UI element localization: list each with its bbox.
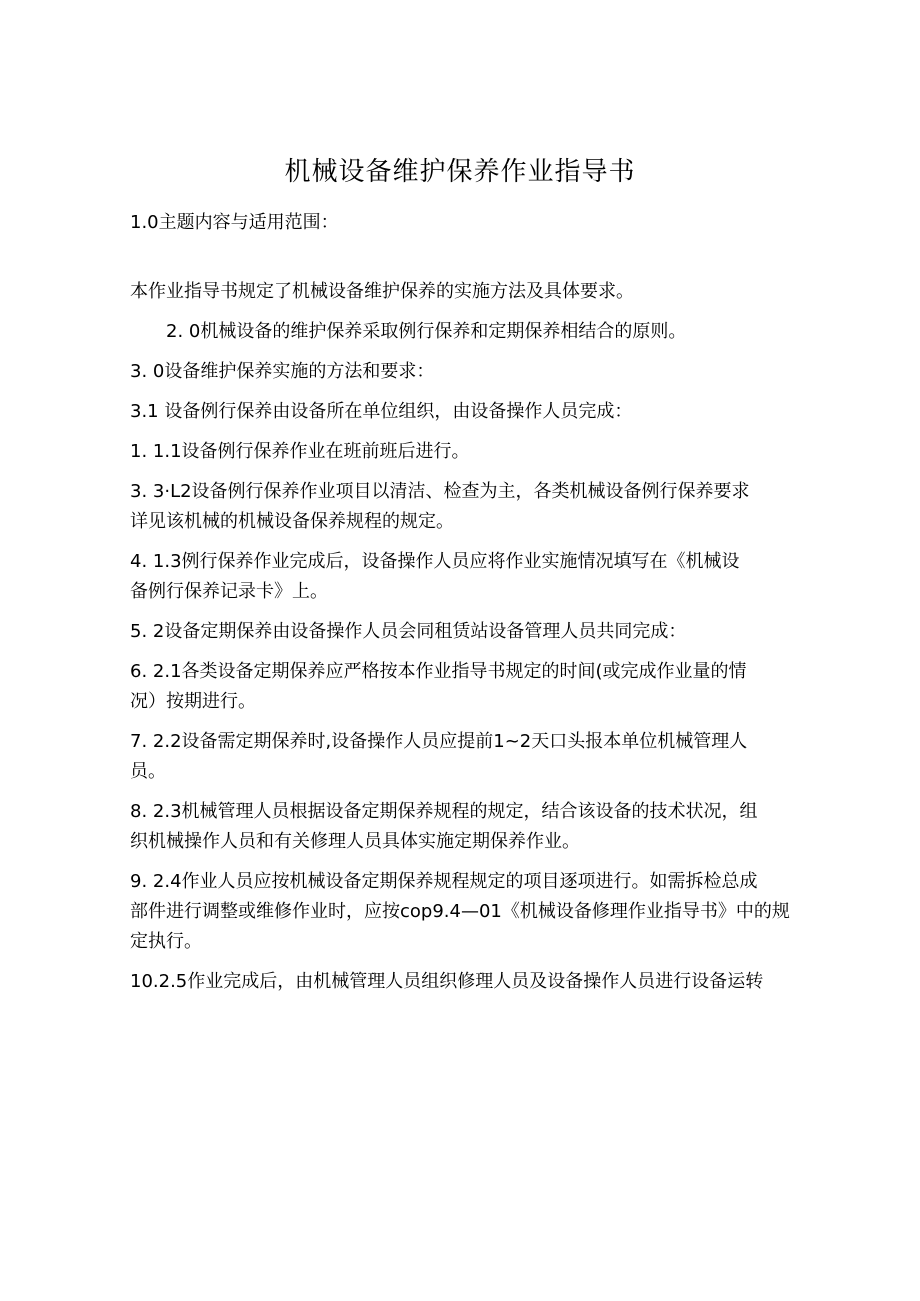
- paragraph-5-periodic-maintenance: 5. 2设备定期保养由设备操作人员会同租赁站设备管理人员共同完成：: [130, 621, 687, 642]
- paragraph-3-3-routine-items: [130, 477, 825, 537]
- paragraph-scope-description: 本作业指导书规定了机械设备维护保养的实施方法及具体要求。: [130, 281, 634, 302]
- paragraph-3-3-line-1: 3. 3·L2设备例行保养作业项目以清洁、检查为主，各类机械设备例行保养要求: [130, 481, 750, 502]
- paragraph-2-0-principle: 2. 0机械设备的维护保养采取例行保养和定期保养相结合的原则。: [166, 321, 687, 342]
- document-body: [130, 208, 825, 997]
- paragraph-8-line-2: 织机械操作人员和有关修理人员具体实施定期保养作业。: [130, 831, 580, 852]
- paragraph-9-line-2: 部件进行调整或维修作业时，应按cop9.4—01《机械设备修理作业指导书》中的规: [130, 901, 790, 922]
- paragraph-10-completion-testing: 10.2.5作业完成后，由机械管理人员组织修理人员及设备操作人员进行设备运转: [130, 971, 764, 992]
- paragraph-4-record-card: [130, 547, 825, 607]
- paragraph-3-1-routine-maintenance: 3.1 设备例行保养由设备所在单位组织，由设备操作人员完成：: [130, 401, 633, 422]
- paragraph-6-line-2: 况）按期进行。: [130, 691, 256, 712]
- paragraph-9-line-1: 9. 2.4作业人员应按机械设备定期保养规程规定的项目逐项进行。如需拆检总成: [130, 871, 758, 892]
- document-title: 机械设备维护保养作业指导书: [284, 157, 636, 187]
- paragraph-3-0-methods: 3. 0设备维护保养实施的方法和要求：: [130, 361, 435, 382]
- paragraph-1-1-1-routine-timing: 1. 1.1设备例行保养作业在班前班后进行。: [130, 441, 470, 462]
- paragraph-9-line-3: 定执行。: [130, 931, 202, 952]
- paragraph-3-3-line-2: 详见该机械的机械设备保养规程的规定。: [130, 511, 454, 532]
- paragraph-6-line-1: 6. 2.1各类设备定期保养应严格按本作业指导书规定的时间(或完成作业量的情: [130, 661, 747, 682]
- paragraph-4-line-1: 4. 1.3例行保养作业完成后，设备操作人员应将作业实施情况填写在《机械设: [130, 551, 740, 572]
- paragraph-8-management-organization: [130, 797, 825, 857]
- paragraph-1-0-scope: 1.0主题内容与适用范围：: [130, 212, 339, 233]
- paragraph-4-line-2: 备例行保养记录卡》上。: [130, 581, 328, 602]
- paragraph-8-line-1: 8. 2.3机械管理人员根据设备定期保养规程的规定，结合该设备的技术状况，组: [130, 801, 758, 822]
- paragraph-7-report-before-maintenance: [130, 727, 825, 787]
- paragraph-6-periodic-schedule: [130, 657, 825, 717]
- paragraph-9-itemized-inspection: [130, 867, 825, 957]
- paragraph-7-line-2: 员。: [130, 761, 166, 782]
- paragraph-7-line-1: 7. 2.2设备需定期保养时,设备操作人员应提前1~2天口头报本单位机械管理人: [130, 731, 748, 752]
